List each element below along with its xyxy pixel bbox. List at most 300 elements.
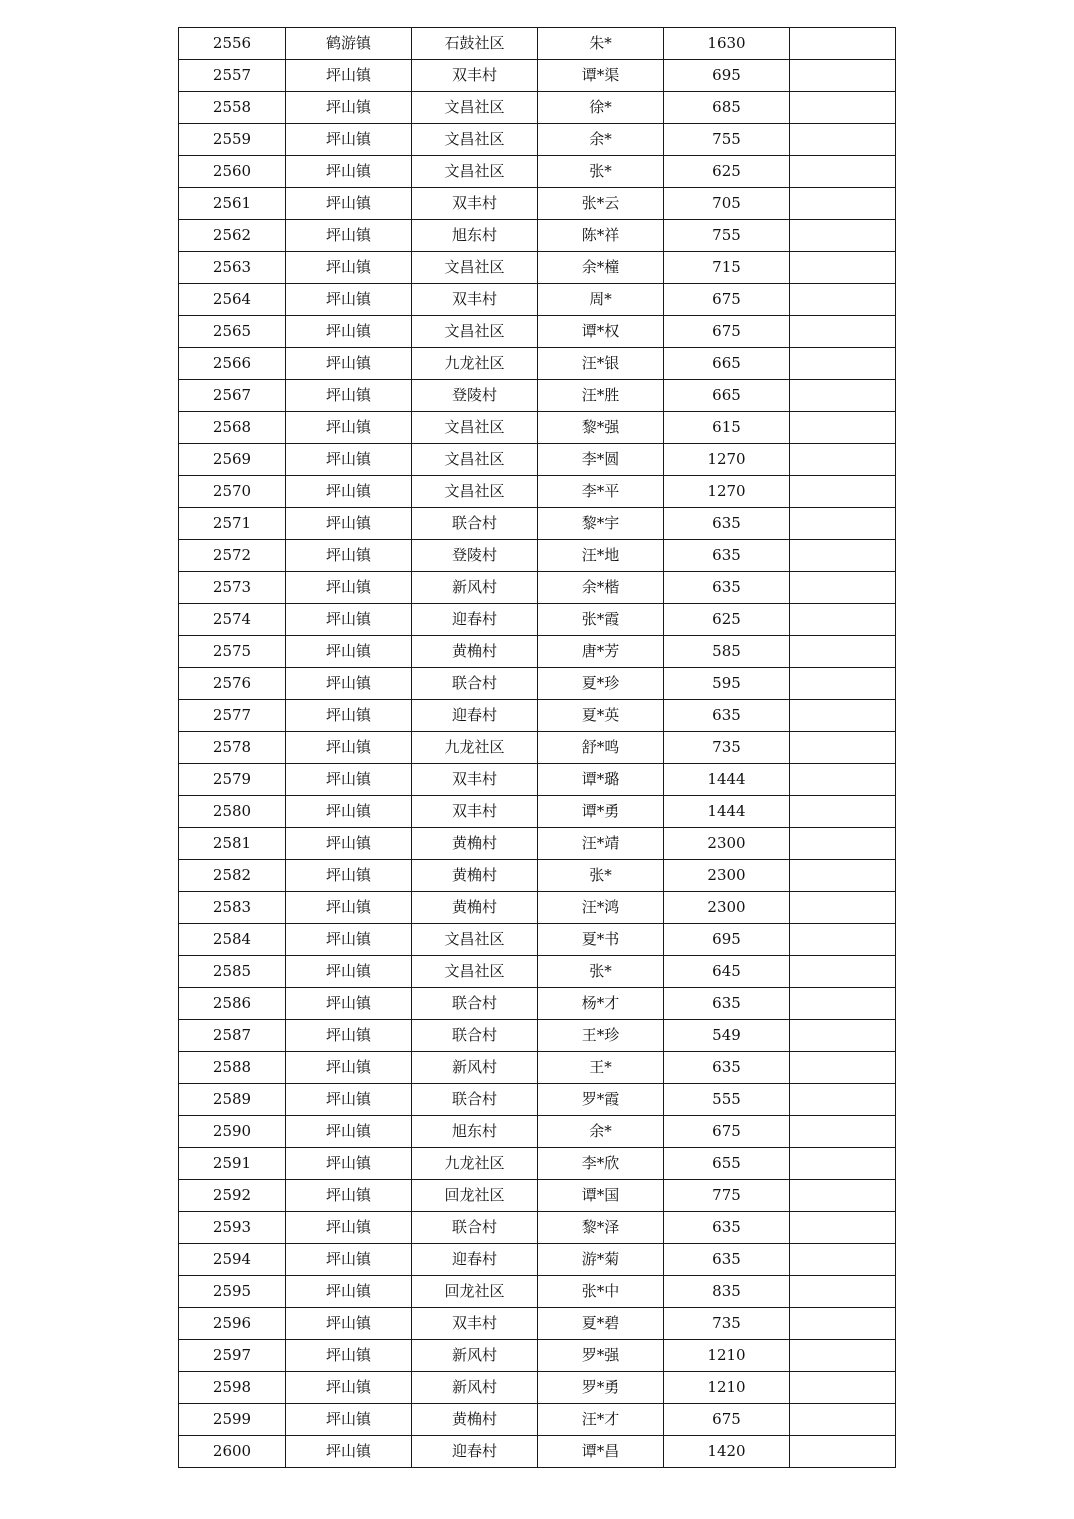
amount-cell: 755 [664, 124, 790, 156]
remark-cell [790, 1404, 896, 1436]
town-cell: 坪山镇 [286, 1084, 412, 1116]
remark-cell [790, 92, 896, 124]
amount-cell: 1270 [664, 476, 790, 508]
name-cell: 张* [538, 156, 664, 188]
name-cell: 汪*银 [538, 348, 664, 380]
name-cell: 谭*勇 [538, 796, 664, 828]
remark-cell [790, 412, 896, 444]
name-cell: 余* [538, 1116, 664, 1148]
village-cell: 联合村 [412, 668, 538, 700]
table-row [179, 1276, 896, 1308]
town-cell: 坪山镇 [286, 92, 412, 124]
village-cell: 九龙社区 [412, 732, 538, 764]
name-cell: 李*平 [538, 476, 664, 508]
amount-cell: 635 [664, 572, 790, 604]
name-cell: 夏*书 [538, 924, 664, 956]
amount-cell: 635 [664, 540, 790, 572]
table-row [179, 1308, 896, 1340]
table-row [179, 1084, 896, 1116]
amount-cell: 2300 [664, 892, 790, 924]
amount-cell: 1444 [664, 764, 790, 796]
table-row [179, 1436, 896, 1468]
remark-cell [790, 1372, 896, 1404]
table-row [179, 316, 896, 348]
table-row [179, 1244, 896, 1276]
village-cell: 迎春村 [412, 604, 538, 636]
remark-cell [790, 572, 896, 604]
serial-number-cell: 2568 [179, 412, 286, 444]
amount-cell: 555 [664, 1084, 790, 1116]
town-cell: 坪山镇 [286, 1404, 412, 1436]
town-cell: 坪山镇 [286, 380, 412, 412]
amount-cell: 625 [664, 156, 790, 188]
name-cell: 黎*强 [538, 412, 664, 444]
remark-cell [790, 28, 896, 60]
serial-number-cell: 2559 [179, 124, 286, 156]
amount-cell: 1270 [664, 444, 790, 476]
table-row [179, 892, 896, 924]
serial-number-cell: 2589 [179, 1084, 286, 1116]
town-cell: 坪山镇 [286, 1372, 412, 1404]
name-cell: 汪*地 [538, 540, 664, 572]
name-cell: 张*中 [538, 1276, 664, 1308]
remark-cell [790, 1148, 896, 1180]
name-cell: 夏*英 [538, 700, 664, 732]
remark-cell [790, 796, 896, 828]
name-cell: 黎*泽 [538, 1212, 664, 1244]
amount-cell: 735 [664, 1308, 790, 1340]
amount-cell: 695 [664, 924, 790, 956]
name-cell: 罗*霞 [538, 1084, 664, 1116]
village-cell: 新风村 [412, 1372, 538, 1404]
amount-cell: 675 [664, 1404, 790, 1436]
village-cell: 九龙社区 [412, 1148, 538, 1180]
serial-number-cell: 2579 [179, 764, 286, 796]
town-cell: 坪山镇 [286, 220, 412, 252]
amount-cell: 595 [664, 668, 790, 700]
village-cell: 黄桷村 [412, 860, 538, 892]
table-row [179, 636, 896, 668]
table-row [179, 124, 896, 156]
name-cell: 李*圆 [538, 444, 664, 476]
amount-cell: 735 [664, 732, 790, 764]
serial-number-cell: 2564 [179, 284, 286, 316]
town-cell: 坪山镇 [286, 828, 412, 860]
table-row [179, 380, 896, 412]
amount-cell: 1210 [664, 1372, 790, 1404]
remark-cell [790, 636, 896, 668]
village-cell: 文昌社区 [412, 956, 538, 988]
village-cell: 新风村 [412, 1340, 538, 1372]
name-cell: 罗*勇 [538, 1372, 664, 1404]
amount-cell: 635 [664, 1212, 790, 1244]
town-cell: 坪山镇 [286, 572, 412, 604]
town-cell: 坪山镇 [286, 1116, 412, 1148]
name-cell: 张* [538, 956, 664, 988]
name-cell: 谭*权 [538, 316, 664, 348]
name-cell: 夏*珍 [538, 668, 664, 700]
name-cell: 王*珍 [538, 1020, 664, 1052]
table-body [179, 28, 896, 1468]
serial-number-cell: 2569 [179, 444, 286, 476]
name-cell: 朱* [538, 28, 664, 60]
town-cell: 坪山镇 [286, 988, 412, 1020]
town-cell: 坪山镇 [286, 700, 412, 732]
town-cell: 坪山镇 [286, 60, 412, 92]
serial-number-cell: 2567 [179, 380, 286, 412]
serial-number-cell: 2593 [179, 1212, 286, 1244]
name-cell: 李*欣 [538, 1148, 664, 1180]
town-cell: 坪山镇 [286, 636, 412, 668]
village-cell: 文昌社区 [412, 124, 538, 156]
serial-number-cell: 2587 [179, 1020, 286, 1052]
table-row [179, 988, 896, 1020]
serial-number-cell: 2598 [179, 1372, 286, 1404]
town-cell: 坪山镇 [286, 668, 412, 700]
remark-cell [790, 508, 896, 540]
name-cell: 张* [538, 860, 664, 892]
serial-number-cell: 2599 [179, 1404, 286, 1436]
amount-cell: 655 [664, 1148, 790, 1180]
amount-cell: 675 [664, 1116, 790, 1148]
amount-cell: 625 [664, 604, 790, 636]
remark-cell [790, 1052, 896, 1084]
remark-cell [790, 220, 896, 252]
name-cell: 谭*昌 [538, 1436, 664, 1468]
village-cell: 登陵村 [412, 380, 538, 412]
table-row [179, 444, 896, 476]
remark-cell [790, 124, 896, 156]
name-cell: 杨*才 [538, 988, 664, 1020]
serial-number-cell: 2592 [179, 1180, 286, 1212]
town-cell: 坪山镇 [286, 860, 412, 892]
data-table [178, 27, 896, 1468]
table-row [179, 92, 896, 124]
name-cell: 王* [538, 1052, 664, 1084]
village-cell: 文昌社区 [412, 412, 538, 444]
town-cell: 坪山镇 [286, 540, 412, 572]
serial-number-cell: 2596 [179, 1308, 286, 1340]
amount-cell: 635 [664, 1052, 790, 1084]
town-cell: 坪山镇 [286, 732, 412, 764]
town-cell: 坪山镇 [286, 764, 412, 796]
town-cell: 坪山镇 [286, 348, 412, 380]
village-cell: 石鼓社区 [412, 28, 538, 60]
village-cell: 黄桷村 [412, 636, 538, 668]
name-cell: 汪*胜 [538, 380, 664, 412]
serial-number-cell: 2600 [179, 1436, 286, 1468]
town-cell: 坪山镇 [286, 604, 412, 636]
town-cell: 坪山镇 [286, 316, 412, 348]
name-cell: 余* [538, 124, 664, 156]
town-cell: 坪山镇 [286, 156, 412, 188]
amount-cell: 645 [664, 956, 790, 988]
village-cell: 双丰村 [412, 60, 538, 92]
name-cell: 夏*碧 [538, 1308, 664, 1340]
amount-cell: 755 [664, 220, 790, 252]
serial-number-cell: 2561 [179, 188, 286, 220]
village-cell: 回龙社区 [412, 1276, 538, 1308]
village-cell: 旭东村 [412, 220, 538, 252]
serial-number-cell: 2574 [179, 604, 286, 636]
village-cell: 双丰村 [412, 1308, 538, 1340]
amount-cell: 775 [664, 1180, 790, 1212]
town-cell: 坪山镇 [286, 1276, 412, 1308]
serial-number-cell: 2571 [179, 508, 286, 540]
town-cell: 坪山镇 [286, 796, 412, 828]
table-row [179, 796, 896, 828]
serial-number-cell: 2581 [179, 828, 286, 860]
village-cell: 文昌社区 [412, 476, 538, 508]
town-cell: 坪山镇 [286, 1052, 412, 1084]
town-cell: 坪山镇 [286, 444, 412, 476]
village-cell: 新风村 [412, 1052, 538, 1084]
amount-cell: 685 [664, 92, 790, 124]
table-row [179, 1212, 896, 1244]
remark-cell [790, 1340, 896, 1372]
table-row [179, 188, 896, 220]
serial-number-cell: 2556 [179, 28, 286, 60]
remark-cell [790, 60, 896, 92]
village-cell: 回龙社区 [412, 1180, 538, 1212]
amount-cell: 1210 [664, 1340, 790, 1372]
amount-cell: 635 [664, 1244, 790, 1276]
serial-number-cell: 2578 [179, 732, 286, 764]
serial-number-cell: 2576 [179, 668, 286, 700]
name-cell: 舒*鸣 [538, 732, 664, 764]
village-cell: 登陵村 [412, 540, 538, 572]
amount-cell: 635 [664, 508, 790, 540]
village-cell: 新风村 [412, 572, 538, 604]
village-cell: 旭东村 [412, 1116, 538, 1148]
table-row [179, 1148, 896, 1180]
town-cell: 坪山镇 [286, 188, 412, 220]
amount-cell: 675 [664, 316, 790, 348]
name-cell: 罗*强 [538, 1340, 664, 1372]
serial-number-cell: 2588 [179, 1052, 286, 1084]
village-cell: 黄桷村 [412, 892, 538, 924]
table-row [179, 1052, 896, 1084]
name-cell: 汪*才 [538, 1404, 664, 1436]
amount-cell: 635 [664, 988, 790, 1020]
town-cell: 坪山镇 [286, 924, 412, 956]
table-row [179, 476, 896, 508]
serial-number-cell: 2584 [179, 924, 286, 956]
village-cell: 迎春村 [412, 1244, 538, 1276]
amount-cell: 695 [664, 60, 790, 92]
remark-cell [790, 860, 896, 892]
remark-cell [790, 1116, 896, 1148]
name-cell: 张*云 [538, 188, 664, 220]
village-cell: 九龙社区 [412, 348, 538, 380]
table-row [179, 412, 896, 444]
table-row [179, 860, 896, 892]
remark-cell [790, 476, 896, 508]
table-row [179, 348, 896, 380]
serial-number-cell: 2565 [179, 316, 286, 348]
remark-cell [790, 1084, 896, 1116]
town-cell: 坪山镇 [286, 1340, 412, 1372]
serial-number-cell: 2573 [179, 572, 286, 604]
town-cell: 坪山镇 [286, 1436, 412, 1468]
town-cell: 坪山镇 [286, 412, 412, 444]
serial-number-cell: 2590 [179, 1116, 286, 1148]
village-cell: 黄桷村 [412, 1404, 538, 1436]
amount-cell: 2300 [664, 860, 790, 892]
village-cell: 文昌社区 [412, 924, 538, 956]
remark-cell [790, 956, 896, 988]
serial-number-cell: 2595 [179, 1276, 286, 1308]
table-row [179, 1340, 896, 1372]
name-cell: 周* [538, 284, 664, 316]
table-row [179, 1116, 896, 1148]
town-cell: 坪山镇 [286, 1020, 412, 1052]
town-cell: 坪山镇 [286, 1212, 412, 1244]
remark-cell [790, 156, 896, 188]
remark-cell [790, 252, 896, 284]
remark-cell [790, 1020, 896, 1052]
amount-cell: 549 [664, 1020, 790, 1052]
table-row [179, 28, 896, 60]
table-row [179, 956, 896, 988]
amount-cell: 665 [664, 348, 790, 380]
name-cell: 余*橦 [538, 252, 664, 284]
village-cell: 黄桷村 [412, 828, 538, 860]
village-cell: 迎春村 [412, 1436, 538, 1468]
remark-cell [790, 348, 896, 380]
village-cell: 联合村 [412, 1020, 538, 1052]
name-cell: 余*楷 [538, 572, 664, 604]
village-cell: 双丰村 [412, 764, 538, 796]
town-cell: 坪山镇 [286, 956, 412, 988]
serial-number-cell: 2572 [179, 540, 286, 572]
table-row [179, 1020, 896, 1052]
table-row [179, 700, 896, 732]
name-cell: 汪*鸿 [538, 892, 664, 924]
remark-cell [790, 444, 896, 476]
amount-cell: 2300 [664, 828, 790, 860]
town-cell: 鹤游镇 [286, 28, 412, 60]
serial-number-cell: 2597 [179, 1340, 286, 1372]
town-cell: 坪山镇 [286, 1148, 412, 1180]
remark-cell [790, 700, 896, 732]
serial-number-cell: 2560 [179, 156, 286, 188]
table-row [179, 924, 896, 956]
remark-cell [790, 988, 896, 1020]
remark-cell [790, 1436, 896, 1468]
amount-cell: 1420 [664, 1436, 790, 1468]
village-cell: 联合村 [412, 508, 538, 540]
table-row [179, 284, 896, 316]
remark-cell [790, 732, 896, 764]
serial-number-cell: 2563 [179, 252, 286, 284]
name-cell: 谭*璐 [538, 764, 664, 796]
village-cell: 文昌社区 [412, 92, 538, 124]
table-row [179, 252, 896, 284]
serial-number-cell: 2591 [179, 1148, 286, 1180]
table-row [179, 764, 896, 796]
remark-cell [790, 764, 896, 796]
town-cell: 坪山镇 [286, 124, 412, 156]
amount-cell: 1444 [664, 796, 790, 828]
serial-number-cell: 2582 [179, 860, 286, 892]
name-cell: 唐*芳 [538, 636, 664, 668]
amount-cell: 635 [664, 700, 790, 732]
table-row [179, 540, 896, 572]
town-cell: 坪山镇 [286, 476, 412, 508]
town-cell: 坪山镇 [286, 252, 412, 284]
table-row [179, 732, 896, 764]
remark-cell [790, 924, 896, 956]
name-cell: 陈*祥 [538, 220, 664, 252]
remark-cell [790, 540, 896, 572]
table-row [179, 1404, 896, 1436]
town-cell: 坪山镇 [286, 1180, 412, 1212]
table-row [179, 1180, 896, 1212]
table-row [179, 572, 896, 604]
table-row [179, 828, 896, 860]
amount-cell: 675 [664, 284, 790, 316]
serial-number-cell: 2570 [179, 476, 286, 508]
town-cell: 坪山镇 [286, 284, 412, 316]
village-cell: 双丰村 [412, 796, 538, 828]
name-cell: 黎*宇 [538, 508, 664, 540]
town-cell: 坪山镇 [286, 1244, 412, 1276]
village-cell: 迎春村 [412, 700, 538, 732]
village-cell: 双丰村 [412, 188, 538, 220]
table-row [179, 604, 896, 636]
remark-cell [790, 604, 896, 636]
remark-cell [790, 1212, 896, 1244]
name-cell: 汪*靖 [538, 828, 664, 860]
name-cell: 谭*渠 [538, 60, 664, 92]
remark-cell [790, 1276, 896, 1308]
village-cell: 文昌社区 [412, 252, 538, 284]
serial-number-cell: 2562 [179, 220, 286, 252]
amount-cell: 705 [664, 188, 790, 220]
remark-cell [790, 828, 896, 860]
serial-number-cell: 2575 [179, 636, 286, 668]
table-row [179, 60, 896, 92]
town-cell: 坪山镇 [286, 508, 412, 540]
village-cell: 联合村 [412, 1084, 538, 1116]
amount-cell: 615 [664, 412, 790, 444]
remark-cell [790, 892, 896, 924]
name-cell: 游*菊 [538, 1244, 664, 1276]
amount-cell: 1630 [664, 28, 790, 60]
town-cell: 坪山镇 [286, 1308, 412, 1340]
name-cell: 谭*国 [538, 1180, 664, 1212]
amount-cell: 715 [664, 252, 790, 284]
serial-number-cell: 2594 [179, 1244, 286, 1276]
serial-number-cell: 2583 [179, 892, 286, 924]
name-cell: 张*霞 [538, 604, 664, 636]
table-row [179, 156, 896, 188]
remark-cell [790, 1244, 896, 1276]
serial-number-cell: 2558 [179, 92, 286, 124]
remark-cell [790, 1308, 896, 1340]
name-cell: 徐* [538, 92, 664, 124]
village-cell: 文昌社区 [412, 444, 538, 476]
table-row [179, 668, 896, 700]
amount-cell: 835 [664, 1276, 790, 1308]
remark-cell [790, 380, 896, 412]
serial-number-cell: 2577 [179, 700, 286, 732]
serial-number-cell: 2580 [179, 796, 286, 828]
serial-number-cell: 2586 [179, 988, 286, 1020]
table-row [179, 1372, 896, 1404]
serial-number-cell: 2566 [179, 348, 286, 380]
